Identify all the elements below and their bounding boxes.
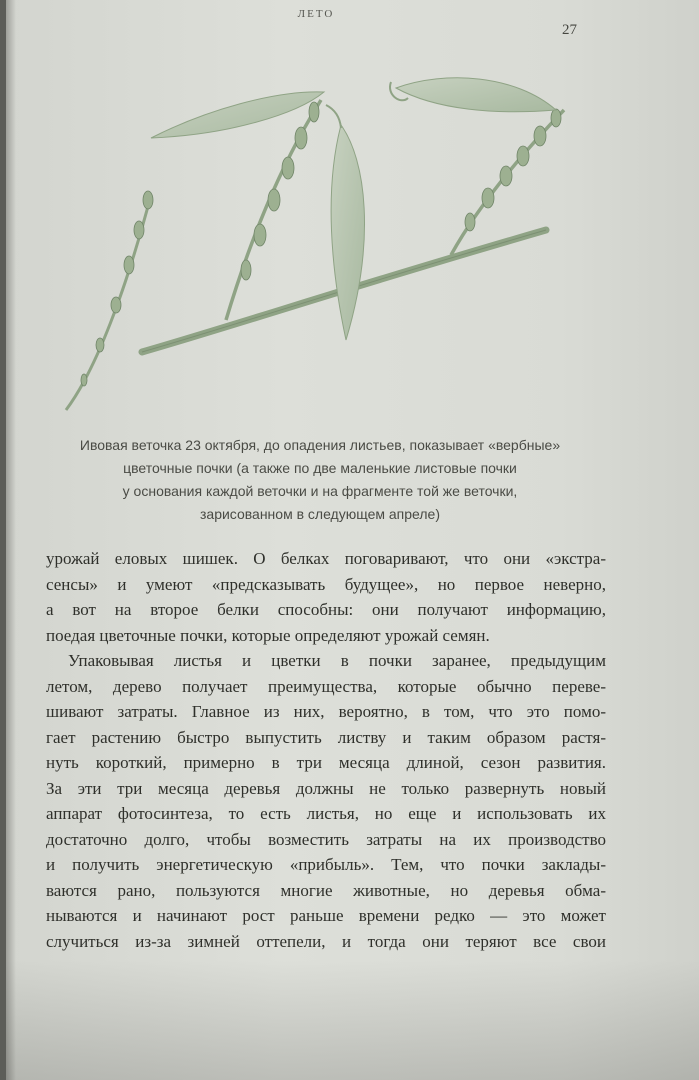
spine-shadow <box>6 0 16 1080</box>
middle-twig-buds <box>241 102 319 280</box>
text-line: и получить энергетическую «прибыль». Тем, что почки заклады- <box>46 855 606 874</box>
text-line: нуть короткий, примерно в три месяца длиной, сезон развития. <box>46 753 606 772</box>
text-line: сенсы» и умеют «предсказывать будущее», но первое неверно, <box>46 574 606 594</box>
willow-twig-illustration <box>56 70 576 420</box>
text-line: шивают затраты. Главное из них, вероятно, в том, что это помо- <box>46 702 606 721</box>
body-text <box>46 546 606 954</box>
text-line: За эти три месяца деревья должны не только развернуть новый <box>46 778 606 798</box>
text-line: достаточно долго, чтобы возместить затраты на их производство <box>46 829 606 849</box>
text-line: урожай еловых шишек. О белках поговаривают, что они «экстра- <box>46 549 606 568</box>
text-line: нываются и начинают рост раньше времени редко — это может <box>46 906 606 925</box>
figure-caption <box>60 434 580 526</box>
text-line: случиться из-за зимней оттепели, и тогда они теряют все свои <box>46 931 606 951</box>
text-line: а вот на второе белки способны: они получают информацию, <box>46 600 606 619</box>
text-line: Упаковывая листья и цветки в почки заранее, предыдущим <box>68 651 606 670</box>
text-line: поедая цветочные почки, которые определяют урожай семян. <box>46 625 490 645</box>
leaf-hanging <box>331 125 364 340</box>
caption-line: зарисованном в следующем апреле) <box>200 506 440 522</box>
book-page <box>6 0 699 1080</box>
left-twig-buds <box>81 191 153 386</box>
caption-line: у основания каждой веточки и на фрагменте той же веточки, <box>122 483 518 499</box>
text-line: аппарат фотосинтеза, то есть листья, но еще и использовать их <box>46 804 606 823</box>
text-line: гает растению быстро выпустить листву и таким образом растя- <box>46 727 606 747</box>
caption-line: Ивовая веточка 23 октября, до опадения листьев, показывает «вербные» <box>79 437 561 453</box>
caption-line: цветочные почки (а также по две маленькие листовые почки <box>123 460 517 476</box>
text-line: ваются рано, пользуются многие животные, но деревья обма- <box>46 880 606 900</box>
text-line: летом, дерево получает преимущества, которые обычно переве- <box>46 676 606 696</box>
leaf-top-right <box>396 78 556 112</box>
running-head: ЛЕТО <box>297 8 335 20</box>
bottom-shadow <box>6 960 699 1080</box>
page-number: 27 <box>562 22 577 38</box>
